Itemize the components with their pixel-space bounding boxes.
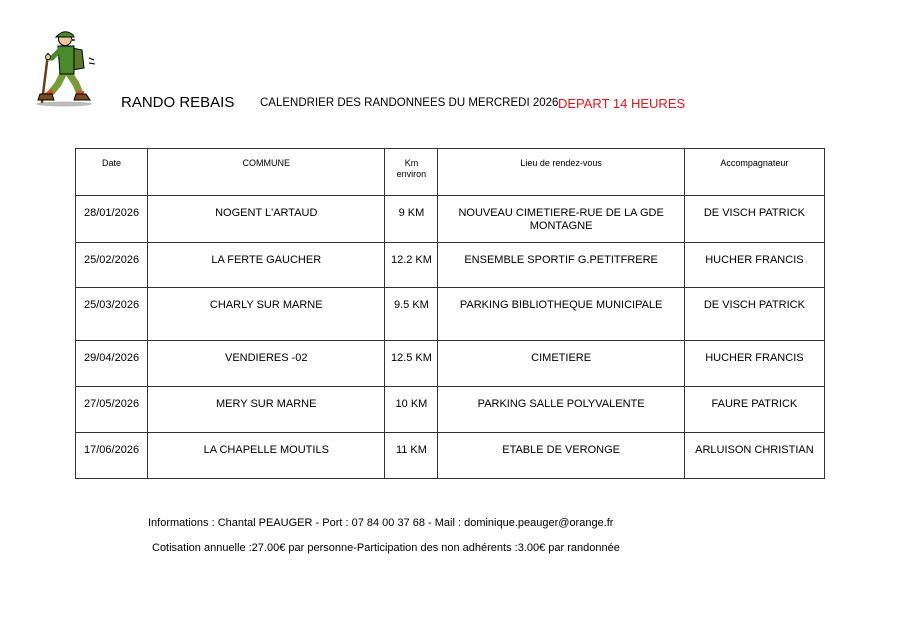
header-km-line1: Km — [404, 158, 419, 168]
cell-km: 10 KM — [385, 387, 438, 433]
cell-meeting-place: ETABLE DE VERONGE — [438, 433, 684, 479]
cell-date: 29/04/2026 — [76, 341, 148, 387]
cell-guide: HUCHER FRANCIS — [684, 243, 824, 288]
contact-information: Informations : Chantal PEAUGER - Port : 07 84 00 37 68 - Mail : dominique.peauger@orange.fr — [148, 517, 614, 529]
cell-meeting-place: PARKING BIBLIOTHEQUE MUNICIPALE — [438, 288, 684, 341]
cell-meeting-place: CIMETIERE — [438, 341, 684, 387]
cell-km: 12.2 KM — [385, 243, 438, 288]
cell-guide: FAURE PATRICK — [684, 387, 824, 433]
table-row — [76, 243, 825, 288]
cell-date: 25/03/2026 — [76, 288, 148, 341]
cell-commune: LA CHAPELLE MOUTILS — [148, 433, 385, 479]
cell-km: 9 KM — [385, 196, 438, 243]
cell-km: 9.5 KM — [385, 288, 438, 341]
header-guide: Accompagnateur — [684, 149, 824, 196]
meeting-place-text: NOUVEAU CIMETIERE-RUE DE LA GDE MONTAGNE — [458, 207, 664, 232]
cell-date: 28/01/2026 — [76, 196, 148, 243]
cell-commune: MERY SUR MARNE — [148, 387, 385, 433]
cell-km: 12.5 KM — [385, 341, 438, 387]
header-commune: COMMUNE — [148, 149, 385, 196]
cell-guide: HUCHER FRANCIS — [684, 341, 824, 387]
cell-meeting-place — [438, 196, 684, 243]
table-row — [76, 433, 825, 479]
cell-meeting-place: ENSEMBLE SPORTIF G.PETITFRERE — [438, 243, 684, 288]
calendar-title: CALENDRIER DES RANDONNEES DU MERCREDI 2026 — [260, 97, 559, 109]
cell-date: 17/06/2026 — [76, 433, 148, 479]
membership-fee: Cotisation annuelle :27.00€ par personne-Participation des non adhérents :3.00€ par randonnée — [152, 542, 620, 554]
header-km — [385, 149, 438, 196]
cell-meeting-place: PARKING SALLE POLYVALENTE — [438, 387, 684, 433]
header-km-line2: environ — [396, 169, 427, 179]
cell-km: 11 KM — [385, 433, 438, 479]
cell-commune: VENDIERES -02 — [148, 341, 385, 387]
cell-guide: DE VISCH PATRICK — [684, 196, 824, 243]
table-header-row — [76, 149, 825, 196]
hiker-icon — [34, 28, 98, 108]
hike-calendar-table — [75, 148, 825, 479]
cell-commune: LA FERTE GAUCHER — [148, 243, 385, 288]
cell-commune: NOGENT L'ARTAUD — [148, 196, 385, 243]
table-row — [76, 288, 825, 341]
table-row — [76, 341, 825, 387]
cell-commune: CHARLY SUR MARNE — [148, 288, 385, 341]
cell-guide: DE VISCH PATRICK — [684, 288, 824, 341]
table-row — [76, 196, 825, 243]
club-name: RANDO REBAIS — [121, 94, 235, 111]
cell-date: 27/05/2026 — [76, 387, 148, 433]
departure-time: DEPART 14 HEURES — [558, 96, 686, 111]
table-row — [76, 387, 825, 433]
header-meeting-place: Lieu de rendez-vous — [438, 149, 684, 196]
cell-guide: ARLUISON CHRISTIAN — [684, 433, 824, 479]
header-date: Date — [76, 149, 148, 196]
cell-date: 25/02/2026 — [76, 243, 148, 288]
